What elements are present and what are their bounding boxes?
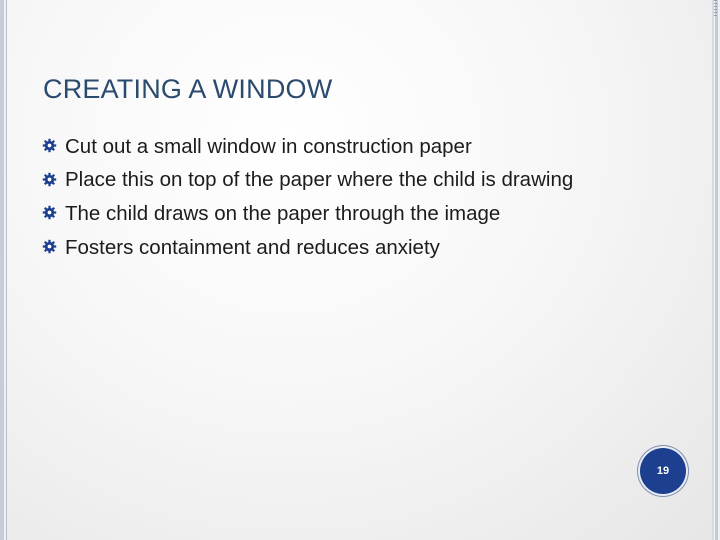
gear-icon <box>42 205 57 220</box>
bullet-list <box>42 130 602 264</box>
slide-title: CREATING A WINDOW <box>43 74 333 104</box>
bullet-item <box>42 197 602 230</box>
gear-icon <box>42 239 57 254</box>
right-frame-border <box>684 0 720 540</box>
bullet-item <box>42 231 602 264</box>
bullet-text: Fosters containment and reduces anxiety <box>65 236 440 259</box>
bullet-item <box>42 164 602 196</box>
left-frame-border <box>0 0 9 540</box>
bullet-item <box>42 130 602 163</box>
bullet-text: Cut out a small window in construction paper <box>65 135 472 158</box>
gear-icon <box>42 172 57 187</box>
frame-dots <box>714 0 717 16</box>
bullet-text: Place this on top of the paper where the child is drawing <box>65 168 574 191</box>
gear-icon <box>42 138 57 153</box>
page-number: 19 <box>656 465 670 477</box>
bullet-text: The child draws on the paper through the image <box>65 202 501 225</box>
page-number-badge <box>640 448 686 494</box>
